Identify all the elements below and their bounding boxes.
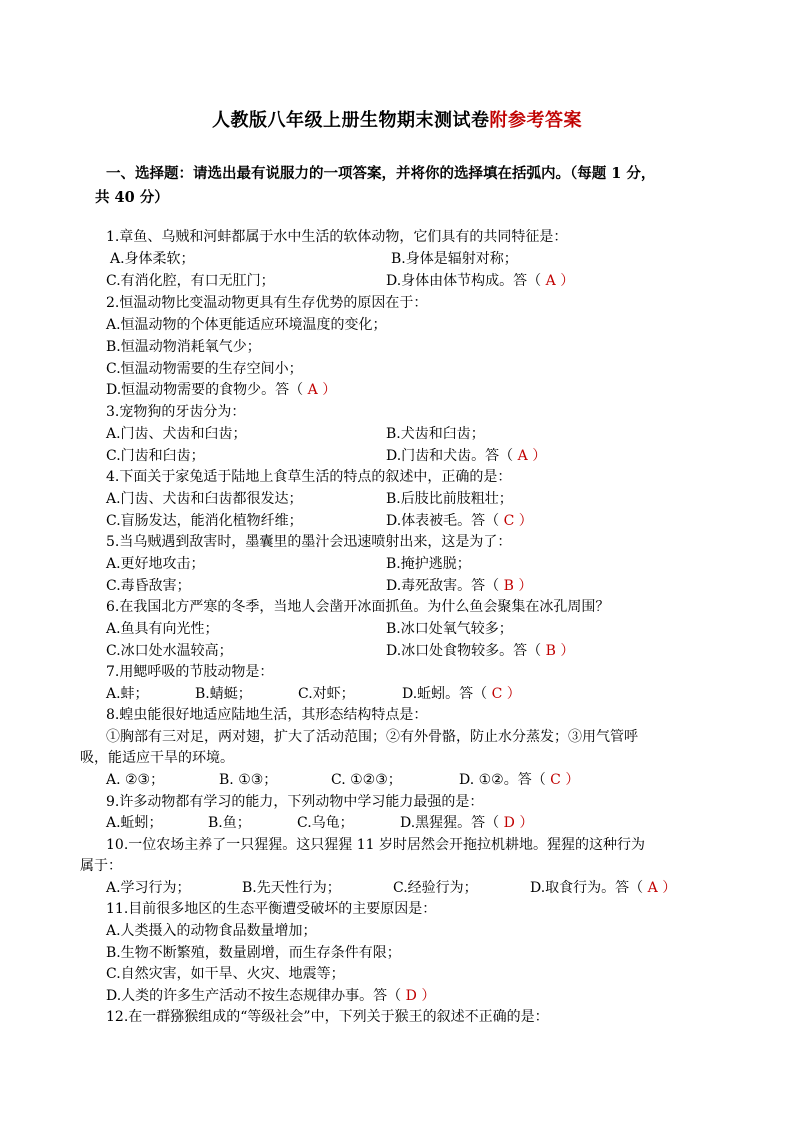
q9-option-d: D.黑猩猩。答（ D ）	[400, 815, 534, 831]
question-7: 7.用鳃呼吸的节肢动物是：	[106, 664, 274, 680]
q4-option-d: D.体表被毛。答（ C ）	[386, 513, 533, 529]
q1-option-d: D.身体由体节构成。答（ A ）	[386, 273, 575, 289]
question-10-line-2: 属于：	[80, 858, 122, 874]
question-3: 3.宠物狗的牙齿分为：	[106, 404, 246, 420]
q5-option-d: D.毒死敌害。答（ B ）	[386, 578, 533, 594]
q7-answer: C ）	[487, 686, 521, 702]
section-line-2: 共 40 分）	[95, 189, 169, 206]
q10-option-d: D.取食行为。答（ A ）	[530, 880, 677, 896]
question-4: 4.下面关于家兔适于陆地上食草生活的特点的叙述中，正确的是：	[106, 469, 512, 485]
q11-option-b: B.生物不断繁殖，数量剧增，而生存条件有限；	[106, 945, 401, 961]
q1-option-c: C.有消化腔，有口无肛门；	[106, 273, 275, 289]
q8-statements-line-1: ①胸部有三对足，两对翅，扩大了活动范围；②有外骨骼，防止水分蒸发；③用气管呼	[106, 729, 638, 745]
q11-option-c: C.自然灾害，如干旱、火灾、地震等；	[106, 966, 345, 982]
section-heading	[95, 162, 716, 210]
section-line-1: 一、选择题：请选出最有说服力的一项答案，并将你的选择填在括弧内。（每题 1 分，	[106, 165, 656, 182]
q11-option-a: A.人类摄入的动物食品数量增加；	[106, 923, 317, 939]
q7-option-b: B.蜻蜓；	[195, 686, 252, 702]
q2-option-d: D.恒温动物需要的食物少。答（ A ）	[106, 382, 337, 398]
q5-option-a: A.更好地攻击；	[106, 556, 205, 572]
question-8: 8.蝗虫能很好地适应陆地生活，其形态结构特点是：	[106, 707, 428, 723]
q3-option-a: A.门齿、犬齿和臼齿；	[106, 426, 247, 442]
q9-answer: D ）	[499, 815, 534, 831]
question-5: 5.当乌贼遇到敌害时，墨囊里的墨汁会迅速喷射出来，这是为了：	[106, 534, 512, 550]
page-title	[0, 106, 794, 132]
q5-option-b: B.掩护逃脱；	[386, 556, 471, 572]
q6-answer: B ）	[541, 643, 575, 659]
q1-option-a: A.身体柔软；	[110, 251, 195, 267]
q10-answer: A ）	[643, 880, 677, 896]
q5-answer: B ）	[499, 578, 533, 594]
q1-answer: A ）	[541, 273, 575, 289]
q8-option-d: D. ①②。答（ C ）	[459, 772, 580, 788]
q5-option-c: C.毒昏敌害；	[106, 578, 191, 594]
q3-option-d: D.门齿和犬齿。答（ A ）	[386, 448, 547, 464]
q7-option-d: D.蚯蚓。答（ C ）	[402, 686, 521, 702]
q10-option-b: B.先天性行为；	[242, 880, 341, 896]
q2-option-c: C.恒温动物需要的生存空间小；	[106, 361, 303, 377]
question-9: 9.许多动物都有学习的能力，下列动物中学习能力最强的是：	[106, 794, 484, 810]
q4-answer: C ）	[499, 513, 533, 529]
q11-option-d: D.人类的许多生产活动不按生态规律办事。答（ D ）	[106, 988, 436, 1004]
q1-option-b: B.身体是辐射对称；	[391, 251, 518, 267]
q2-option-b: B.恒温动物消耗氧气少；	[106, 339, 261, 355]
q3-answer: A ）	[513, 448, 547, 464]
q9-option-a: A.蚯蚓；	[106, 815, 163, 831]
question-11: 11.目前很多地区的生态平衡遭受破坏的主要原因是：	[106, 901, 437, 917]
q10-option-a: A.学习行为；	[106, 880, 191, 896]
question-1: 1.章鱼、乌贼和河蚌都属于水中生活的软体动物，它们具有的共同特征是：	[106, 229, 568, 245]
question-10-line-1: 10.一位农场主养了一只猩猩。这只猩猩 11 岁时居然会开拖拉机耕地。猩猩的这种行为	[106, 837, 645, 853]
q6-option-a: A.鱼具有向光性；	[106, 621, 219, 637]
title-suffix: 附参考答案	[489, 110, 582, 131]
q2-answer: A ）	[303, 382, 337, 398]
q6-option-c: C.冰口处水温较高；	[106, 643, 233, 659]
question-12: 12.在一群猕猴组成的“等级社会”中，下列关于猴王的叙述不正确的是：	[106, 1009, 549, 1025]
q7-option-c: C.对虾；	[298, 686, 355, 702]
q3-option-b: B.犬齿和臼齿；	[386, 426, 485, 442]
question-6: 6.在我国北方严寒的冬季，当地人会凿开冰面抓鱼。为什么鱼会聚集在冰孔周围？	[106, 599, 610, 615]
q8-option-b: B. ①③；	[219, 772, 278, 788]
q7-option-a: A.蚌；	[106, 686, 149, 702]
q3-option-c: C.门齿和臼齿；	[106, 448, 205, 464]
q4-option-c: C.盲肠发达，能消化植物纤维；	[106, 513, 303, 529]
q9-option-c: C.乌龟；	[297, 815, 354, 831]
q11-answer: D ）	[401, 988, 436, 1004]
q8-answer: C ）	[545, 772, 580, 788]
q10-option-c: C.经验行为；	[393, 880, 478, 896]
q6-option-d: D.冰口处食物较多。答（ B ）	[386, 643, 575, 659]
q4-option-a: A.门齿、犬齿和臼齿都很发达；	[106, 491, 303, 507]
q8-option-c: C. ①②③；	[331, 772, 402, 788]
q2-option-a: A.恒温动物的个体更能适应环境温度的变化；	[106, 317, 387, 333]
q4-option-b: B.后肢比前肢粗壮；	[386, 491, 513, 507]
q9-option-b: B.鱼；	[208, 815, 251, 831]
q8-statements-line-2: 吸，能适应干旱的环境。	[80, 750, 234, 766]
q6-option-b: B.冰口处氧气较多；	[386, 621, 513, 637]
q8-option-a: A. ②③；	[106, 772, 165, 788]
question-2: 2.恒温动物比变温动物更具有生存优势的原因在于：	[106, 295, 428, 311]
title-main: 人教版八年级上册生物期末测试卷	[212, 110, 490, 131]
